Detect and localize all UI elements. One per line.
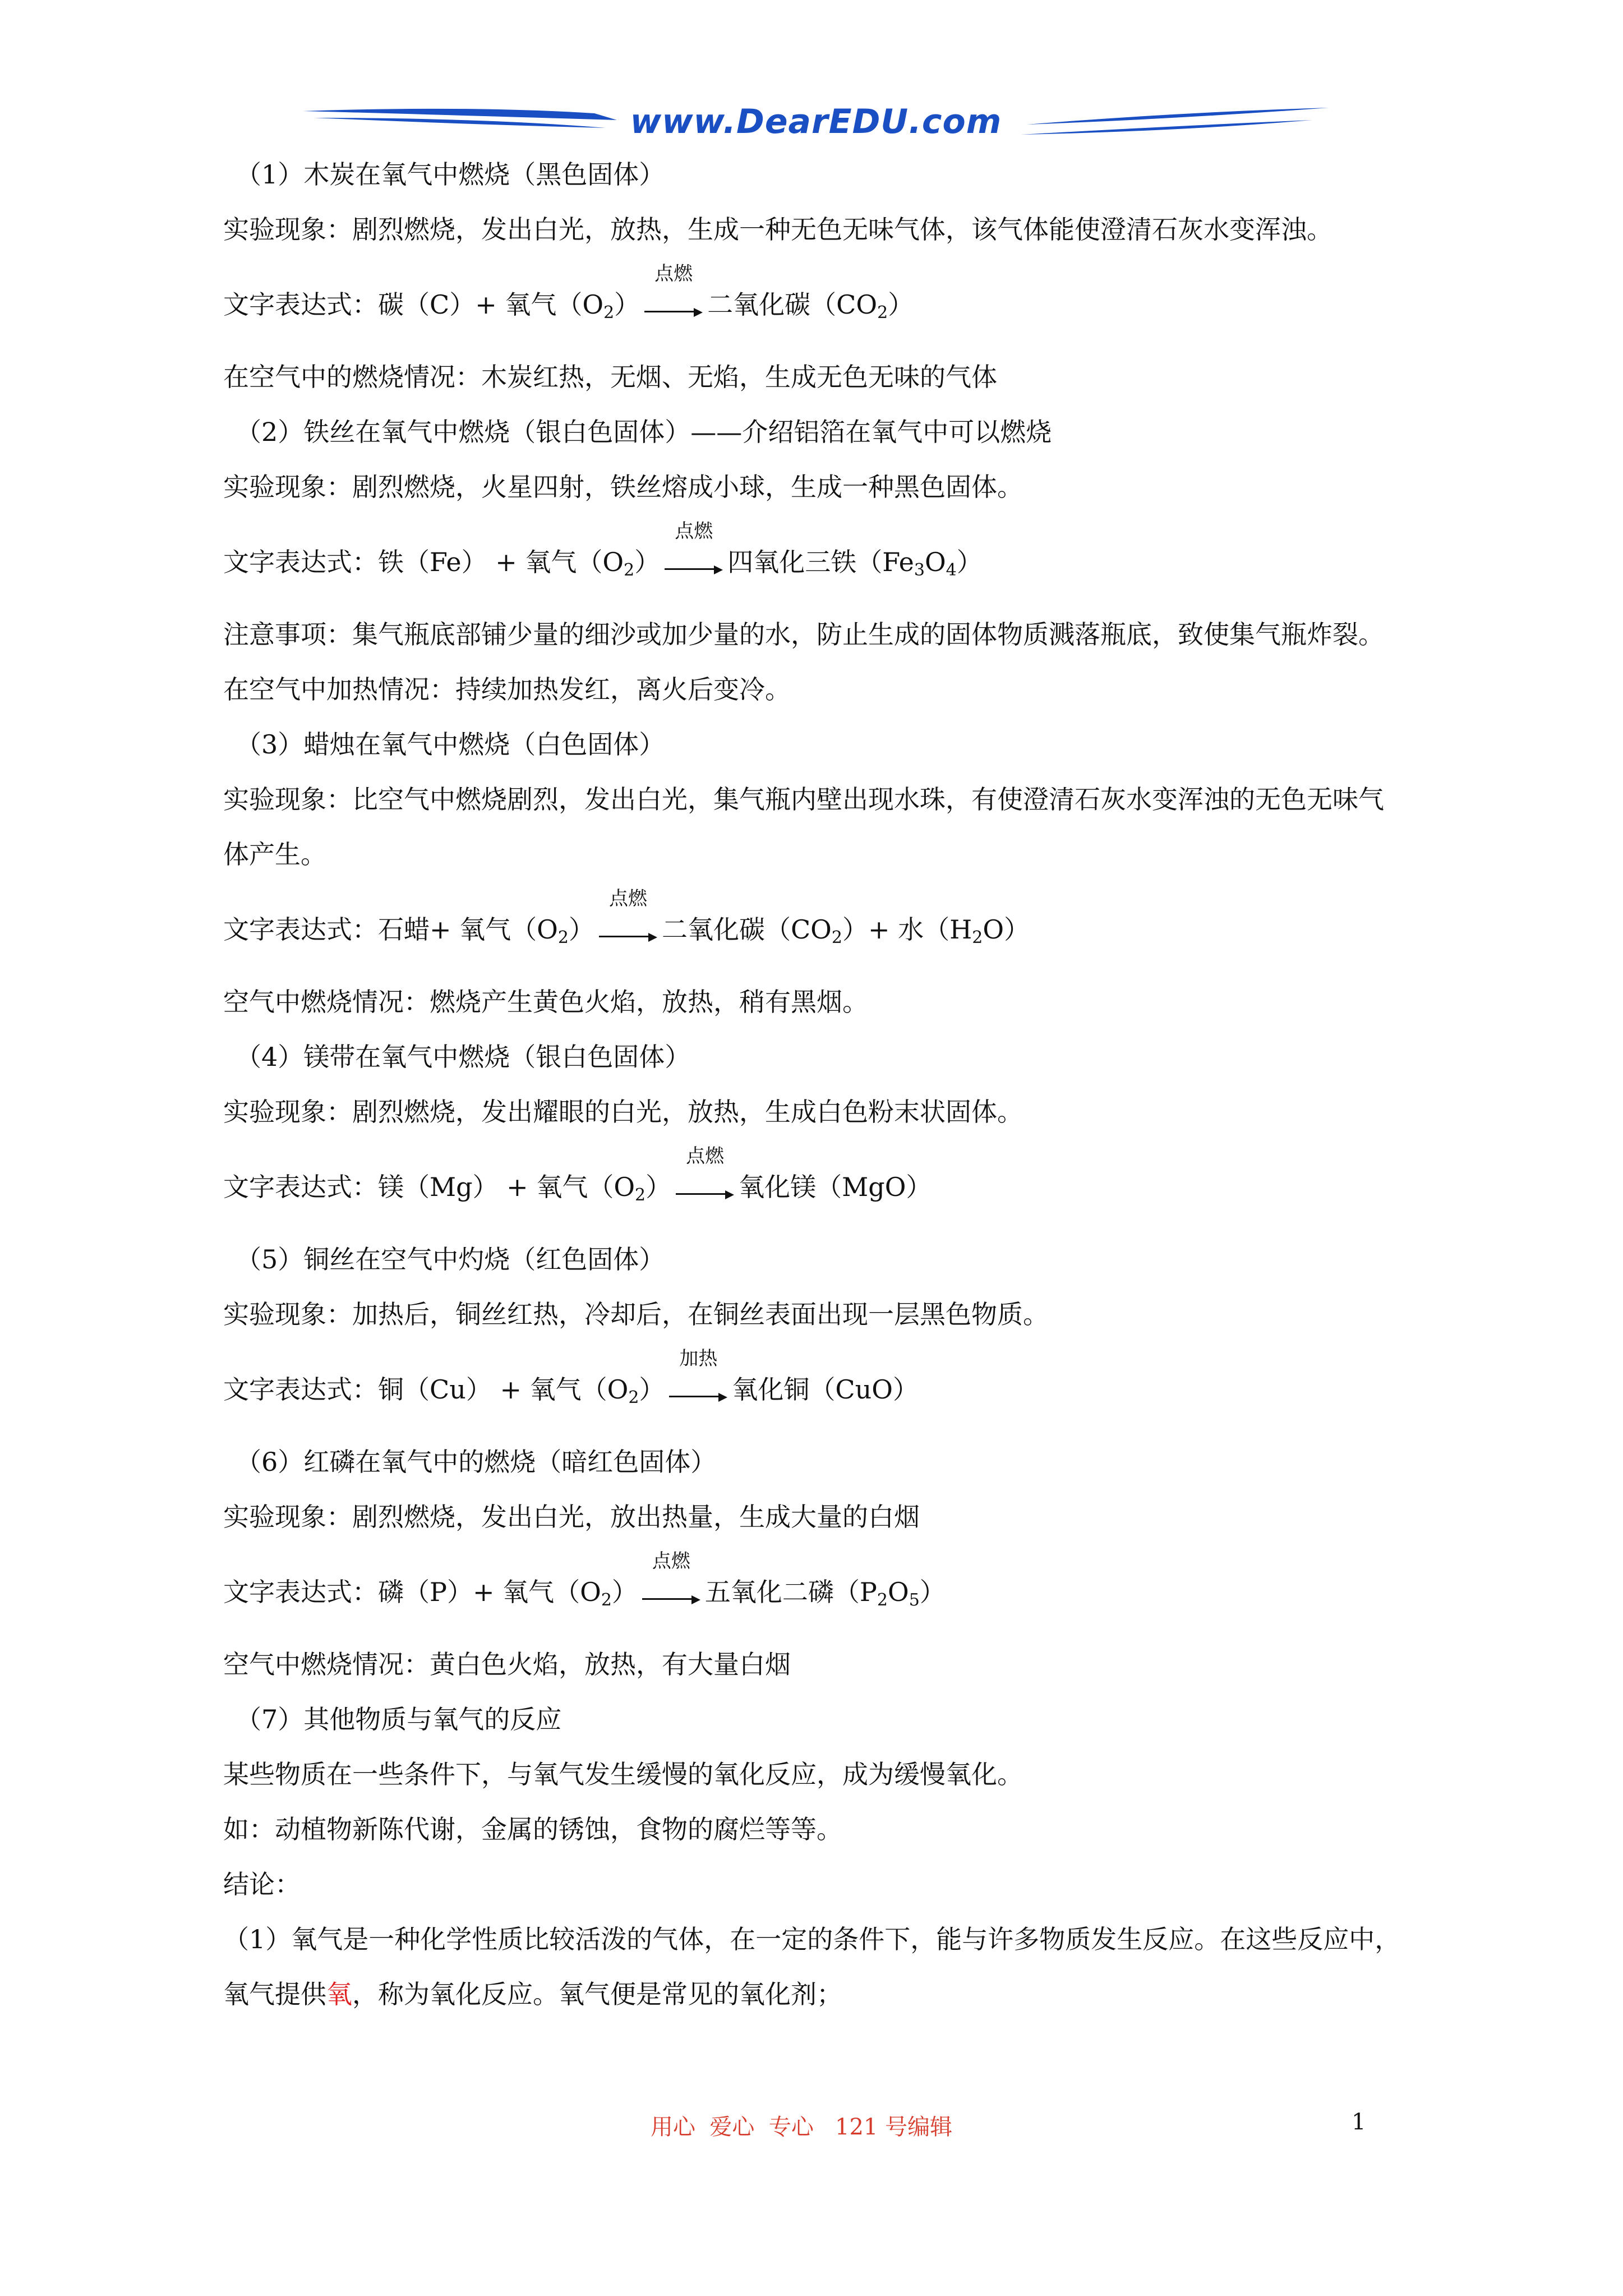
equation-paren: ）: [634, 547, 661, 577]
equation-paren: ）: [645, 1172, 672, 1202]
phenomenon-text: 实验现象：比空气中燃烧剧烈，发出白光，集气瓶内壁出现水珠，有使澄清石灰水变浑浊的无色无味气体产生。: [223, 784, 1384, 869]
section-title: （6）红磷在氧气中的燃烧（暗红色固体）: [236, 1447, 717, 1477]
equation-product: 氧化铜（CuO）: [732, 1374, 919, 1405]
subscript: 2: [603, 303, 615, 323]
reaction-arrow-icon: [665, 520, 723, 571]
equation-paren: ）: [639, 1374, 665, 1405]
subscript: 3: [914, 560, 925, 580]
site-header: [303, 101, 1329, 151]
footer-text: 用心 爱心 专心 121 号编辑: [651, 2114, 953, 2140]
conclusion-part1: （1）氧气是一种化学性质比较活泼的气体，在一定的条件下，能与许多物质发生反应。在这些反应中，氧气提供: [223, 1924, 1401, 2009]
reaction-condition: 加热: [679, 1347, 718, 1370]
word-equation: [223, 263, 1407, 341]
equation-paren: ）: [568, 914, 594, 945]
note-text: 注意事项：集气瓶底部铺少量的细沙或加少量的水，防止生成的固体物质溅落瓶底，致使集气瓶炸裂。: [223, 619, 1384, 650]
equation-product: 四氧化三铁（Fe: [727, 547, 914, 577]
section-title: （2）铁丝在氧气中燃烧（银白色固体）——介绍铝箔在氧气中可以燃烧: [236, 417, 1052, 447]
air-combustion-text: 空气中燃烧情况：燃烧产生黄色火焰，放热，稍有黑烟。: [223, 987, 868, 1017]
subscript: 2: [628, 1388, 639, 1407]
body-text: 某些物质在一些条件下，与氧气发生缓慢的氧化反应，成为缓慢氧化。: [223, 1759, 1023, 1789]
word-equation: [223, 887, 1407, 965]
document-body: [223, 147, 1407, 2022]
subscript: 2: [877, 1590, 888, 1610]
equation-product-end: O）: [983, 914, 1030, 945]
phenomenon-text: 实验现象：剧烈燃烧，发出白光，放出热量，生成大量的白烟: [223, 1502, 920, 1532]
section-title: （3）蜡烛在氧气中燃烧（白色固体）: [236, 729, 665, 760]
equation-product-mid: O: [887, 1577, 909, 1607]
reaction-arrow-icon: [599, 887, 657, 938]
subscript: 5: [909, 1590, 920, 1610]
reaction-condition: 点燃: [608, 887, 647, 910]
page-number: 1: [1352, 2109, 1366, 2135]
reaction-condition: 点燃: [686, 1145, 725, 1167]
equation-reactants: 文字表达式：铜（Cu） + 氧气（O: [223, 1374, 629, 1405]
reaction-condition: 点燃: [652, 1550, 690, 1572]
word-equation: [223, 520, 1407, 598]
subscript: 2: [635, 1185, 646, 1205]
subscript: 2: [831, 928, 842, 947]
phenomenon-text: 实验现象：剧烈燃烧，发出耀眼的白光，放热，生成白色粉末状固体。: [223, 1097, 1023, 1127]
equation-paren: ）: [611, 1577, 638, 1607]
word-equation: [223, 1550, 1407, 1628]
equation-reactants: 文字表达式：铁（Fe） + 氧气（O: [223, 547, 624, 577]
equation-product-mid: ）+ 水（H: [842, 914, 972, 945]
reaction-arrow-icon: [669, 1347, 727, 1398]
subscript: 2: [601, 1590, 612, 1610]
reaction-arrow-icon: [642, 1550, 700, 1601]
section-title: （7）其他物质与氧气的反应: [236, 1704, 562, 1734]
subscript: 2: [557, 928, 569, 947]
equation-paren: ）: [888, 289, 914, 320]
reaction-arrow-icon: [644, 263, 703, 314]
highlight-text: 氧: [326, 1979, 352, 2009]
reaction-condition: 点燃: [654, 263, 693, 285]
equation-paren: ）: [956, 547, 983, 577]
subscript: 4: [946, 560, 957, 580]
subscript: 2: [877, 303, 888, 323]
equation-reactants: 文字表达式：碳（C）+ 氧气（O: [223, 289, 604, 320]
equation-product-mid: O: [924, 547, 946, 577]
section-title: （4）镁带在氧气中燃烧（银白色固体）: [236, 1042, 691, 1072]
equation-reactants: 文字表达式：磷（P）+ 氧气（O: [223, 1577, 601, 1607]
subscript: 2: [624, 560, 635, 580]
conclusion-title: 结论：: [223, 1869, 301, 1899]
body-text: 如：动植物新陈代谢，金属的锈蚀，食物的腐烂等等。: [223, 1814, 842, 1844]
equation-paren: ）: [614, 289, 640, 320]
equation-paren: ）: [919, 1577, 946, 1607]
air-combustion-text: 在空气中加热情况：持续加热发红，离火后变冷。: [223, 674, 791, 705]
air-combustion-text: 在空气中的燃烧情况：木炭红热，无烟、无焰，生成无色无味的气体: [223, 362, 997, 392]
word-equation: [223, 1347, 1407, 1425]
section-title: （5）铜丝在空气中灼烧（红色固体）: [236, 1244, 665, 1274]
word-equation: [223, 1145, 1407, 1223]
equation-product: 五氧化二磷（P: [704, 1577, 877, 1607]
conclusion-text: [223, 1912, 1407, 2022]
phenomenon-text: 实验现象：加热后，铜丝红热，冷却后，在铜丝表面出现一层黑色物质。: [223, 1299, 1049, 1329]
site-logo-text[interactable]: www.DearEDU.com: [630, 102, 1002, 141]
reaction-arrow-icon: [676, 1145, 734, 1196]
phenomenon-text: 实验现象：剧烈燃烧，火星四射，铁丝熔成小球，生成一种黑色固体。: [223, 472, 1023, 502]
equation-product: 二氧化碳（CO: [707, 289, 878, 320]
reaction-condition: 点燃: [675, 520, 713, 542]
equation-product: 氧化镁（MgO）: [739, 1172, 932, 1202]
subscript: 2: [972, 928, 983, 947]
equation-product: 二氧化碳（CO: [661, 914, 832, 945]
equation-reactants: 文字表达式：镁（Mg） + 氧气（O: [223, 1172, 635, 1202]
section-title: （1）木炭在氧气中燃烧（黑色固体）: [236, 159, 665, 190]
conclusion-part2: ，称为氧化反应。氧气便是常见的氧化剂；: [352, 1979, 842, 2009]
phenomenon-text: 实验现象：剧烈燃烧，发出白光，放热，生成一种无色无味气体，该气体能使澄清石灰水变浑浊。: [223, 214, 1332, 245]
equation-reactants: 文字表达式：石蜡+ 氧气（O: [223, 914, 558, 945]
air-combustion-text: 空气中燃烧情况：黄白色火焰，放热，有大量白烟: [223, 1649, 791, 1680]
